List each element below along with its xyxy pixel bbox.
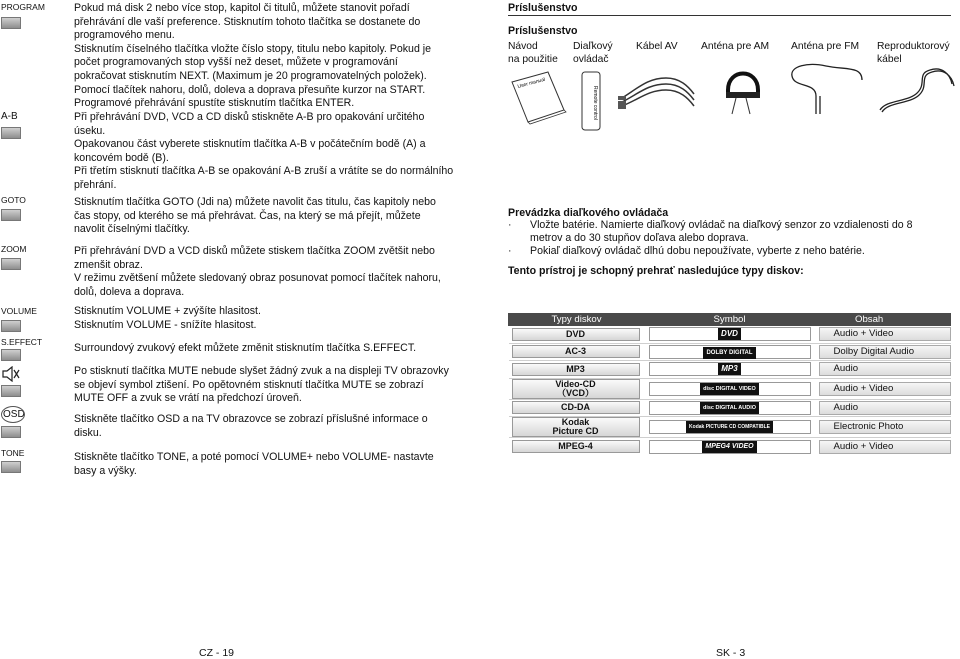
- volume-text: Stisknutím VOLUME + zvýšíte hlasitost. Stisknutím VOLUME - snížíte hlasitost.: [74, 305, 261, 331]
- accessory-remote-label: Diaľkový ovládač: [573, 41, 613, 65]
- bullet-item: · Vložte batérie. Namierte diaľkový ovládač na diaľkový senzor zo vzdialenosti do 8 metrov a do 30 stupňov doľava alebo doprava.: [508, 219, 913, 245]
- content-cell: Audio + Video: [819, 382, 951, 396]
- header-title: Príslušenstvo: [508, 2, 578, 14]
- table-row: [509, 399, 951, 417]
- program-label: PROGRAM: [1, 2, 45, 12]
- av-cable-illustration: [618, 64, 698, 110]
- content-cell: Dolby Digital Audio: [819, 345, 951, 359]
- disc-type-cell: Kodak Picture CD: [512, 417, 640, 437]
- osd-text: Stiskněte tlačítko OSD a na TV obrazovce se zobrazí příslušné informace o disku.: [74, 413, 428, 439]
- disc-type-cell: AC-3: [512, 345, 640, 358]
- content-cell: Audio + Video: [819, 327, 951, 341]
- content-cell: Audio: [819, 401, 951, 415]
- remote-control-illustration: [577, 70, 607, 132]
- right-page-number: SK - 3: [716, 647, 746, 659]
- osd-label: OSD: [3, 409, 25, 420]
- goto-text: Stisknutím tlačítka GOTO (Jdi na) můžete navolit čas titulu, čas kapitoly nebo čas stopy, od kterého se má přehrávat. Čas, na který se má přejít, můžete navolit číselnými tlačítky.: [74, 196, 436, 236]
- table-row: [509, 417, 951, 438]
- header-disc-type: Typy diskov: [509, 314, 645, 326]
- disc-type-cell: MPEG-4: [512, 440, 640, 453]
- header-content: Obsah: [815, 314, 951, 326]
- mute-text: Po stisknutí tlačítka MUTE nebude slyšet žádný zvuk a na displeji TV obrazovky se objeví symbol ztišení. Po opětovném stisknutí tlačítka MUTE se zobrazí MUTE OFF a zvuk se vrátí na předchozí úroveň.: [74, 365, 449, 405]
- program-text: Pokud má disk 2 nebo více stop, kapitol či titulů, můžete stanovit pořadí přehrávání dle vaší preference. Stisknutím tohoto tlačítka se dostanete do programového menu. Stisknutím číselného tlačítka vložte číslo stopy, titulu nebo kapitoly. Pokud je počet programovaných stop vyšší než deset, můžete v programování pokračovat stisknutím NEXT. (Maximum je 20 programovatelných položek). Pomocí tlačítek nahoru, dolů, doleva a doprava přesuňte kurzor na START. Programové přehrávání spustíte stisknutím tlačítka ENTER.: [74, 2, 432, 110]
- remote-bullets: [508, 219, 948, 259]
- disc-type-cell: MP3: [512, 363, 640, 376]
- remote-control-text: Remote control: [592, 86, 598, 120]
- ab-label: A-B: [1, 111, 18, 122]
- accessories-title: Príslušenstvo: [508, 25, 578, 37]
- seffect-label: S.EFFECT: [1, 337, 43, 347]
- fm-antenna-illustration: [786, 60, 866, 116]
- accessory-fm-label: Anténa pre FM: [791, 41, 860, 52]
- disc-types-table: [508, 313, 951, 455]
- compact-disc-logo-icon: disc DIGITAL AUDIO: [649, 401, 811, 415]
- mute-button-icon: [1, 385, 21, 397]
- dolby-digital-logo-icon: DOLBY DIGITAL: [649, 345, 811, 359]
- bullet-mark: ·: [508, 245, 512, 258]
- left-page-number: CZ - 19: [199, 647, 235, 659]
- table-row: [509, 361, 951, 379]
- mute-icon: [2, 366, 20, 382]
- user-manual-text: User manual: [516, 76, 546, 90]
- zoom-text: Při přehrávání DVD a VCD disků můžete stiskem tlačítka ZOOM zvětšit nebo zmenšit obraz. V režimu zvětšení můžete sledovaný obraz posunovat pomocí tlačítek nahoru, dolů, doleva a doprava.: [74, 245, 441, 298]
- volume-label: VOLUME: [1, 306, 37, 316]
- accessory-av-label: Kábel AV: [636, 41, 678, 52]
- ab-text: Při přehrávání DVD, VCD a CD disků stiskněte A-B pro opakování určitého úseku. Opakovanou část vyberete stisknutím tlačítka A-B v počátečním bodě (A) a koncovém bodě (B). Při třetím stisknutí tlačítka A-B se opakování A-B zruší a vrátíte se do normálního přehrání.: [74, 111, 454, 191]
- header-rule: [508, 15, 951, 16]
- goto-button-icon: [1, 209, 21, 221]
- goto-label: GOTO: [1, 195, 26, 205]
- content-cell: Audio + Video: [819, 440, 951, 454]
- accessory-manual-label: Návod na použitie: [508, 41, 558, 65]
- accessory-speaker-label: Reproduktorový kábel: [877, 41, 950, 65]
- bullet-mark: ·: [508, 219, 512, 231]
- ab-button-icon: [1, 127, 21, 139]
- table-row: [509, 438, 951, 456]
- osd-button-outline: [1, 406, 25, 423]
- mp3-logo-icon: MP3: [649, 362, 811, 376]
- am-antenna-illustration: [722, 60, 764, 116]
- user-manual-illustration: [508, 70, 568, 125]
- table-header-row: [509, 314, 951, 326]
- bullet-item: · Pokiaľ diaľkový ovládač dlhú dobu nepoužívate, vyberte z neho batérie.: [508, 245, 865, 258]
- video-cd-logo-icon: disc DIGITAL VIDEO: [649, 382, 811, 396]
- disc-type-cell: DVD: [512, 328, 640, 341]
- osd-button-icon: [1, 426, 21, 438]
- kodak-picture-cd-logo-icon: Kodak PICTURE CD COMPATIBLE: [649, 420, 811, 434]
- accessory-am-label: Anténa pre AM: [701, 41, 770, 52]
- seffect-text: Surroundový zvukový efekt můžete změnit stisknutím tlačítka S.EFFECT.: [74, 342, 417, 354]
- table-row: [509, 378, 951, 399]
- zoom-button-icon: [1, 258, 21, 270]
- tone-label: TONE: [1, 448, 25, 458]
- content-cell: Electronic Photo: [819, 420, 951, 434]
- tone-button-icon: [1, 461, 21, 473]
- table-row: [509, 343, 951, 361]
- program-button-icon: [1, 17, 21, 29]
- zoom-label: ZOOM: [1, 244, 27, 254]
- dvd-logo-icon: DVD: [649, 327, 811, 341]
- discs-title: Tento prístroj je schopný prehrať nasledujúce typy diskov:: [508, 265, 804, 277]
- speaker-cable-illustration: [876, 60, 956, 116]
- volume-button-icon: [1, 320, 21, 332]
- disc-type-cell: Video-CD （VCD）: [512, 379, 640, 399]
- table-row: [509, 326, 951, 344]
- tone-text: Stiskněte tlačítko TONE, a poté pomocí VOLUME+ nebo VOLUME- nastavte basy a výšky.: [74, 451, 434, 477]
- content-cell: Audio: [819, 362, 951, 376]
- header-symbol: Symbol: [645, 314, 815, 326]
- mpeg4-logo-icon: MPEG4 VIDEO: [649, 440, 811, 454]
- seffect-button-icon: [1, 349, 21, 361]
- disc-type-cell: CD-DA: [512, 401, 640, 414]
- remote-operation-title: Prevádzka diaľkového ovládača: [508, 207, 669, 219]
